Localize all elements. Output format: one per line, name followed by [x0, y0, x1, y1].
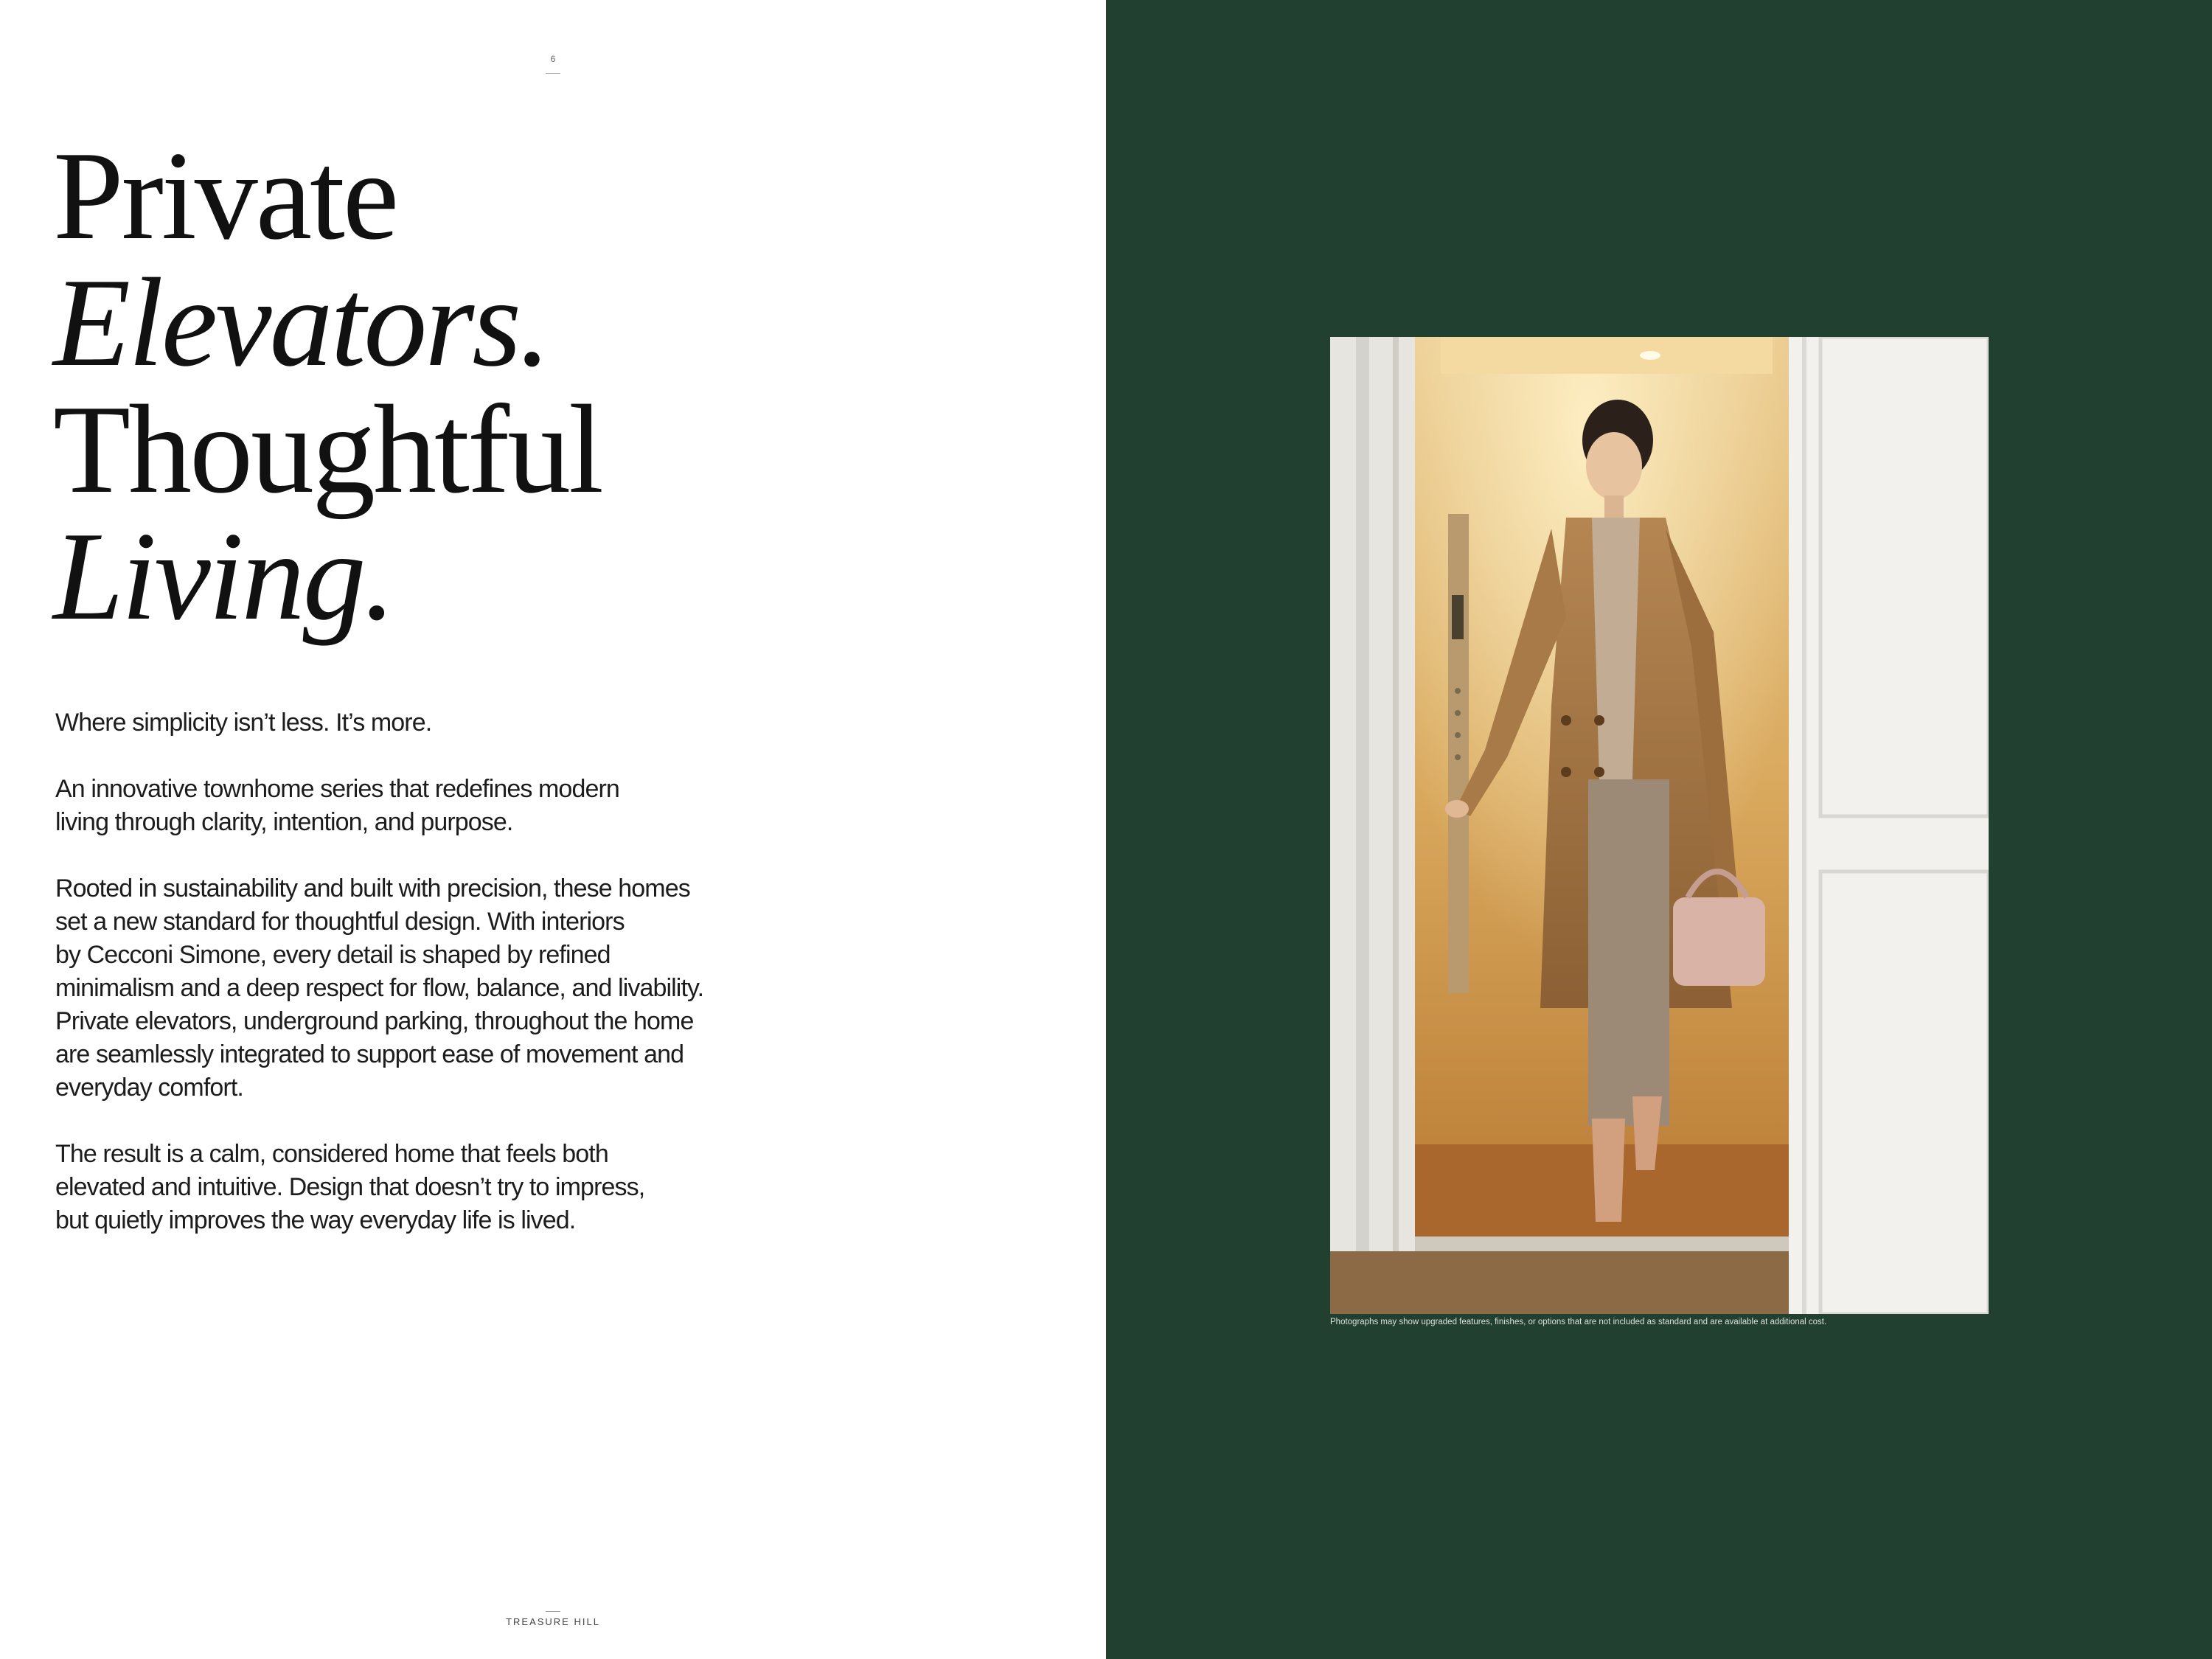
headline-line-4: Living.: [53, 507, 394, 647]
elevator-photo-illustration: [1330, 337, 1989, 1314]
headline-line-1: Private: [53, 126, 397, 266]
footer-brand: TREASURE HILL: [506, 1616, 600, 1627]
headline-line-2: Elevators.: [53, 253, 549, 393]
page-number: 6: [550, 54, 556, 64]
body-paragraph-4: The result is a calm, considered home that feels both elevated and intuitive. Design that doesn’t try to impress, but quietly improves the way everyday life is lived.: [55, 1140, 645, 1234]
elevator-photo: [1330, 337, 1989, 1314]
body-copy: [55, 706, 719, 1270]
photo-caption: Photographs may show upgraded features, finishes, or options that are not included as standard and are available at additional cost.: [1330, 1318, 1827, 1326]
headline: [53, 126, 602, 647]
footer-rule: [546, 1611, 560, 1612]
headline-line-3: Thoughtful: [53, 380, 602, 520]
body-paragraph-1: Where simplicity isn’t less. It’s more.: [55, 709, 432, 737]
page-number-rule: [546, 73, 560, 74]
body-paragraph-3: Rooted in sustainability and built with precision, these homes set a new standard for thoughtful design. With interiors by Cecconi Simone, every detail is shaped by refined minimalism and a deep respect for flow, balance, and livability. Private elevators, underground parking, throughout the home are seamlessly integrated to support ease of movement and everyday comfort.: [55, 874, 704, 1102]
body-paragraph-2: An innovative townhome series that redefines modern living through clarity, intention, and purpose.: [55, 775, 619, 836]
